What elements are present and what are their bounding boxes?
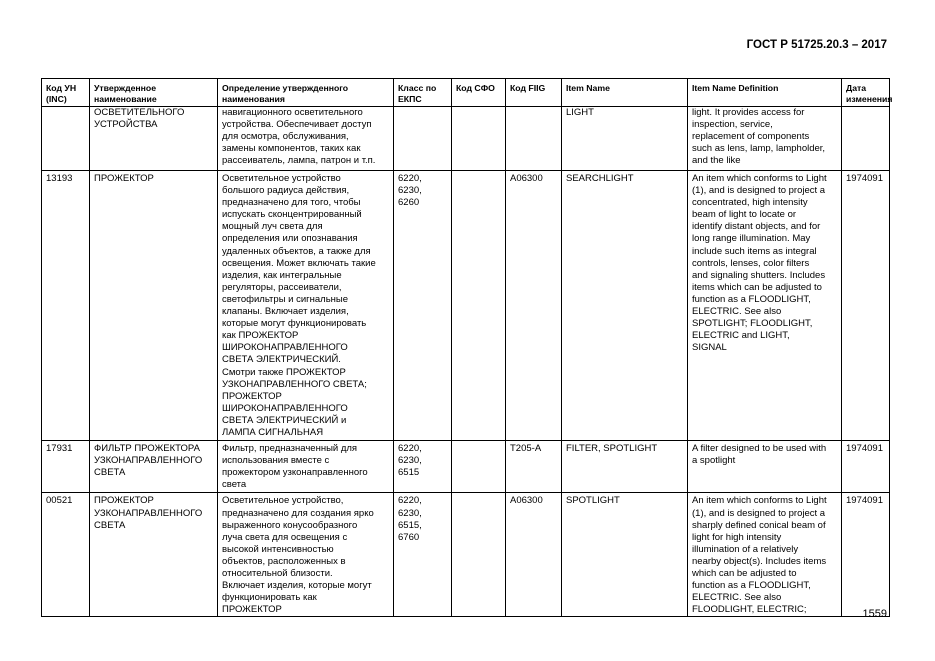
cell-item-name [562,171,688,441]
cell-line: объектов, расположенных в [222,555,346,567]
col-header-inc: Код УН (INC) [42,79,90,107]
cell-line: 13193 [46,173,73,184]
cell-line: ПРОЖЕКТОР [94,495,154,507]
table-row [42,107,890,171]
cell-line: and the like [692,155,741,167]
cell-line: которые могут функционировать [222,318,367,330]
cell-line: света [222,479,247,491]
cell-change-date [842,107,890,171]
cell-line: прожектором узконаправленного [222,467,368,479]
cell-line: УЗКОНАПРАВЛЕННОГО [94,507,203,519]
cell-line: 1974091 [846,443,883,455]
cell-line: предназначено для того, чтобы [222,197,361,209]
cell-line: 00521 [46,495,73,507]
cell-item-name [562,493,688,617]
cell-line: замены компонентов, таких как [222,143,361,155]
cell-line: Смотри также ПРОЖЕКТОР [222,366,346,378]
table-row [42,171,890,441]
cell-line: устройства. Обеспечивает доступ [222,119,372,131]
cell-line: выраженного конусообразного [222,519,358,531]
header-row [42,79,890,107]
cell-name-definition [218,493,394,617]
cell-line: СВЕТА ЭЛЕКТРИЧЕСКИЙ. [222,354,341,366]
cell-line: inspection, service, [692,119,773,131]
cell-line: для осмотра, обслуживания, [222,131,349,143]
cell-line: УЗКОНАПРАВЛЕННОГО СВЕТА; [222,378,367,390]
col-header-fiig: Код FIIG [506,79,562,107]
cell-fiig [506,493,562,617]
col-header-item-name-definition: Item Name Definition [688,79,842,107]
cell-line: 6220, [398,443,422,455]
col-header-approved-name: Утвержденное наименование [90,79,218,107]
cell-line: items which can be adjusted to [692,281,822,293]
cell-line: T205-A [510,443,542,455]
cell-line: мощный луч света для [222,221,323,233]
cell-line: ФИЛЬТР ПРОЖЕКТОРА [94,443,200,455]
cell-line: высокой интенсивностью [222,543,334,555]
cell-line: регуляторы, рассеиватели, [222,281,342,293]
cell-line: клапаны. Включает изделия, [222,306,349,318]
cell-line: ПРОЖЕКТОР [222,390,282,402]
cell-fiig [506,441,562,493]
cell-item-name-definition [688,493,842,617]
cell-approved-name [90,107,218,171]
cell-line: include such items as integral [692,245,817,257]
cell-line: удаленных объектов, а также для [222,245,371,257]
cell-line: предназначено для создания ярко [222,507,374,519]
cell-line: function as a FLOODLIGHT, [692,580,811,592]
cell-line: ЛАМПА СИГНАЛЬНАЯ [222,426,324,438]
cell-class [394,107,452,171]
cell-line: освещения. Может включать такие [222,257,376,269]
col-header-item-name: Item Name [562,79,688,107]
cell-change-date [842,493,890,617]
cell-line: replacement of components [692,131,810,143]
col-header-sfo: Код СФО [452,79,506,107]
cell-line: nearby object(s). Includes items [692,555,827,567]
cell-line: FILTER, SPOTLIGHT [566,443,658,455]
cell-line: УСТРОЙСТВА [94,119,158,131]
cell-line: как ПРОЖЕКТОР [222,330,299,342]
cell-line: LIGHT [566,107,594,118]
cell-sfo [452,107,506,171]
cell-line: 6515, [398,519,422,531]
cell-class [394,493,452,617]
cell-line: light. It provides access for [692,107,805,118]
cell-line: 6260 [398,197,420,209]
table-row [42,493,890,617]
cell-line: Фильтр, предназначенный для [222,443,358,455]
col-header-name-definition: Определение утвержденного наименования [218,79,394,107]
cell-line: относительной близости. [222,568,333,579]
cell-line: 6220, [398,495,422,507]
cell-line: Осветительное устройство, [222,495,344,507]
cell-line: рассеиватель, лампа, патрон и т.п. [222,155,376,167]
cell-item-name-definition [688,107,842,171]
cell-fiig [506,171,562,441]
cell-line: (1), and is designed to project a [692,185,826,197]
cell-line: большого радиуса действия, [222,185,350,197]
cell-line: Включает изделия, которые могут [222,580,372,592]
cell-name-definition [218,441,394,493]
cell-inc [42,441,90,493]
cell-line: ПРОЖЕКТОР [94,173,154,184]
cell-line: A06300 [510,495,543,507]
cell-line: 6760 [398,531,420,543]
cell-line: a spotlight [692,455,736,467]
cell-line: function as a FLOODLIGHT, [692,293,811,305]
cell-line: навигационного осветительного [222,107,363,118]
cell-line: such as lens, lamp, lampholder, [692,143,826,155]
cell-line: СВЕТА [94,519,126,531]
cell-line: beam of light to locate or [692,209,797,221]
cell-line: использования вместе с [222,455,330,467]
cell-inc [42,493,90,617]
cell-line: controls, lenses, color filters [692,257,810,269]
cell-line: 6230, [398,507,422,519]
cell-line: SPOTLIGHT; FLOODLIGHT, [692,318,813,330]
cell-class [394,171,452,441]
cell-line: изделия, как интегральные [222,269,342,281]
cell-line: Осветительное устройство [222,173,341,184]
cell-line: 6515 [398,467,420,479]
cell-sfo [452,171,506,441]
cell-line: ELECTRIC. See also [692,306,782,318]
cell-line: An item which conforms to Light [692,495,827,507]
cell-line: ОСВЕТИТЕЛЬНОГО [94,107,185,118]
cell-line: which can be adjusted to [692,568,797,579]
cell-item-name-definition [688,171,842,441]
cell-line: 6220, [398,173,422,184]
cell-name-definition [218,107,394,171]
cell-line: испускать сконцентрированный [222,209,362,221]
cell-line: светофильтры и сигнальные [222,293,349,305]
cell-fiig [506,107,562,171]
col-header-change-date: Дата изменения [842,79,890,107]
cell-line: sharply defined conical beam of [692,519,826,531]
cell-line: 1974091 [846,495,883,507]
col-header-class: Класс по ЕКПС [394,79,452,107]
cell-line: SIGNAL [692,342,727,354]
cell-approved-name [90,441,218,493]
cell-line: ШИРОКОНАПРАВЛЕННОГО [222,402,348,414]
cell-line: SEARCHLIGHT [566,173,634,184]
cell-approved-name [90,493,218,617]
cell-line: (1), and is designed to project a [692,507,826,519]
cell-change-date [842,441,890,493]
cell-line: light for high intensity [692,531,782,543]
cell-item-name-definition [688,441,842,493]
cell-item-name [562,107,688,171]
table-row [42,441,890,493]
cell-name-definition [218,171,394,441]
cell-item-name [562,441,688,493]
cell-line: ШИРОКОНАПРАВЛЕННОГО [222,342,348,354]
cell-line: FLOODLIGHT, ELECTRIC; [692,604,807,616]
cell-line: and signaling shutters. Includes [692,269,826,281]
cell-line: функционировать как [222,592,317,604]
standard-designation: ГОСТ Р 51725.20.3 – 2017 [746,39,887,51]
cell-change-date [842,171,890,441]
cell-line: identify distant objects, and for [692,221,821,233]
cell-inc [42,107,90,171]
cell-line: 6230, [398,455,422,467]
cell-line: СВЕТА ЭЛЕКТРИЧЕСКИЙ и [222,414,347,426]
cell-line: concentrated, high intensity [692,197,808,209]
cell-line: луча света для освещения с [222,531,348,543]
cell-class [394,441,452,493]
cell-line: УЗКОНАПРАВЛЕННОГО [94,455,203,467]
cell-line: A filter designed to be used with [692,443,827,455]
cell-line: long range illumination. May [692,233,811,245]
cell-approved-name [90,171,218,441]
cell-line: ELECTRIC and LIGHT, [692,330,790,342]
cell-line: определения или опознавания [222,233,358,245]
cell-line: 6230, [398,185,422,197]
cell-line: 17931 [46,443,73,455]
classification-table [41,78,893,617]
cell-sfo [452,493,506,617]
cell-line: ПРОЖЕКТОР [222,604,282,616]
cell-line: СВЕТА [94,467,126,479]
cell-line: 1974091 [846,173,883,184]
cell-inc [42,171,90,441]
cell-line: SPOTLIGHT [566,495,620,507]
page-number: 1559 [862,608,887,620]
cell-line: An item which conforms to Light [692,173,827,184]
cell-line: A06300 [510,173,543,184]
cell-sfo [452,441,506,493]
cell-line: ELECTRIC. See also [692,592,782,604]
cell-line: illumination of a relatively [692,543,799,555]
